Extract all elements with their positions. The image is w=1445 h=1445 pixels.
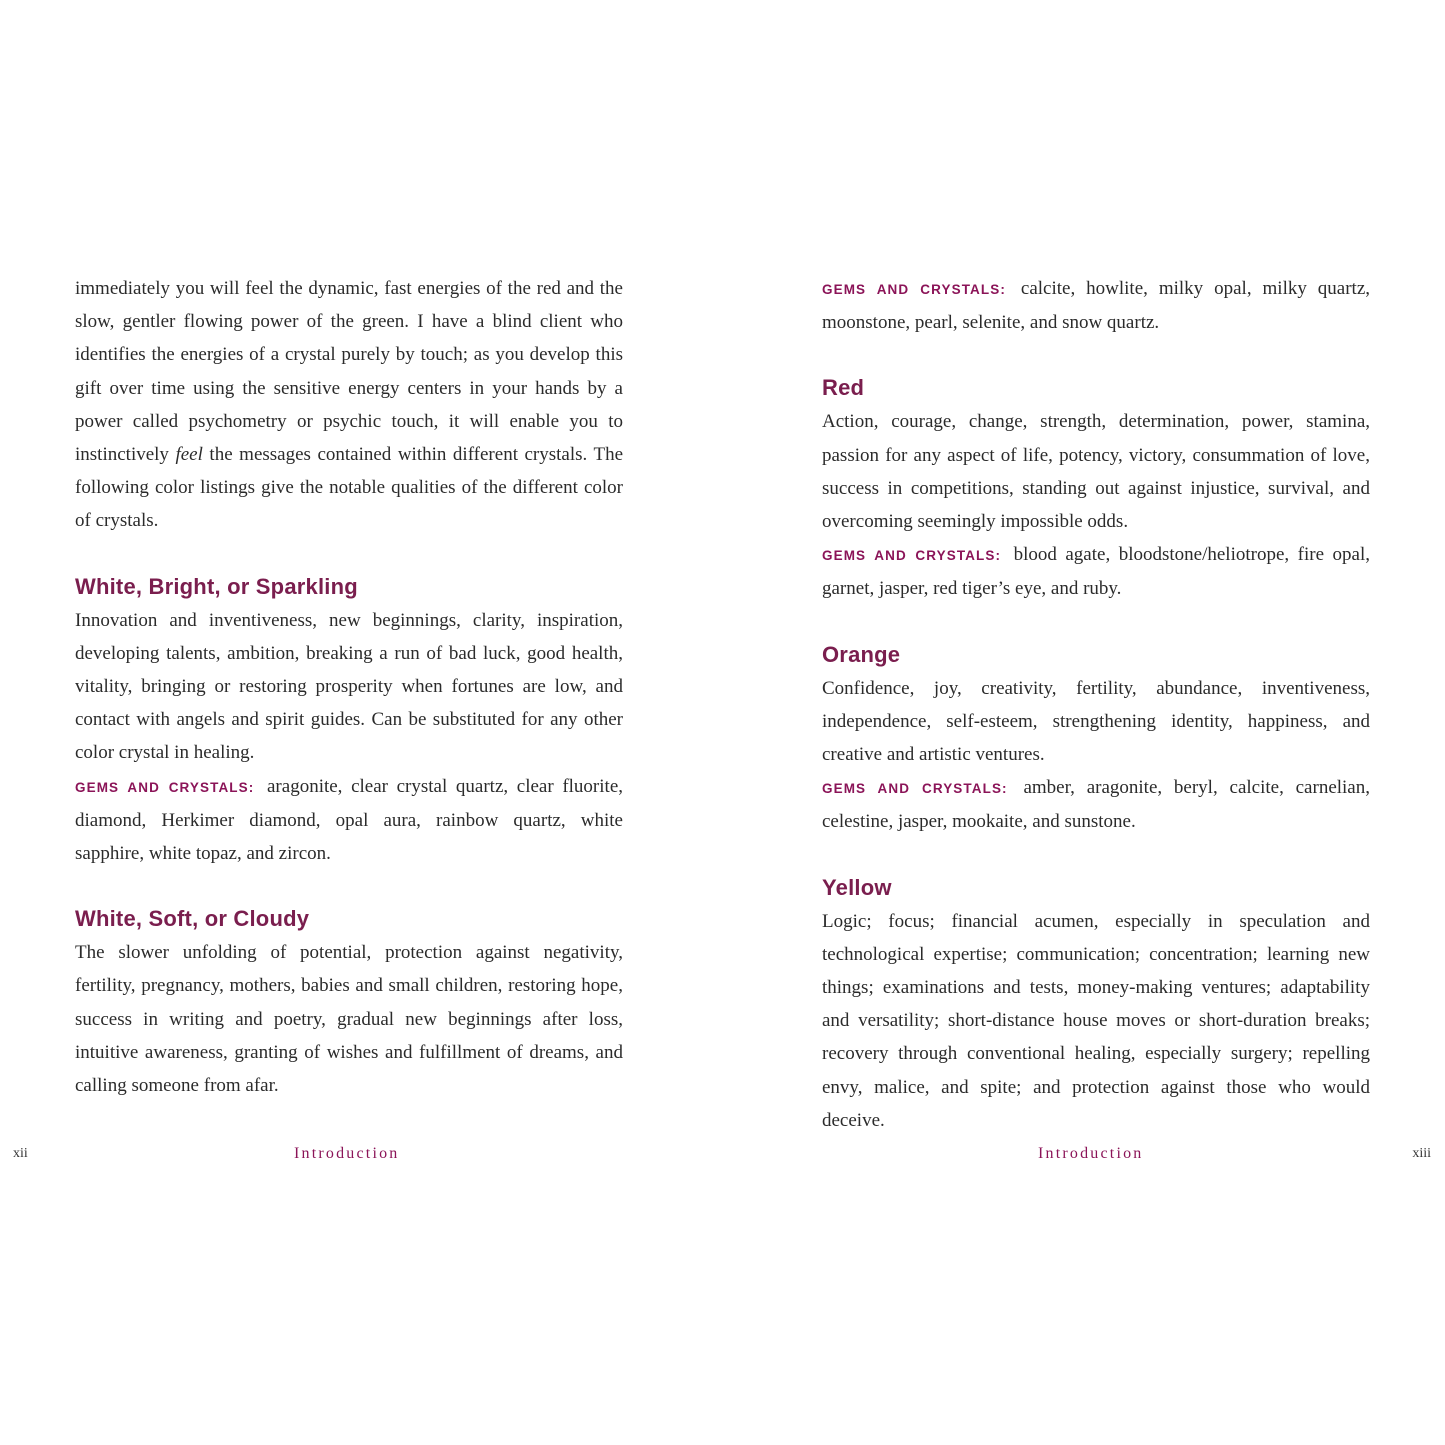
gems-list-red (822, 538, 1370, 605)
gems-list-white-bright (75, 770, 623, 871)
gems-text: blood agate, bloodstone/heliotrope, fire opal, garnet, jasper, red tiger’s eye, and ruby. (822, 544, 1370, 600)
section-heading-white-soft: White, Soft, or Cloudy (75, 906, 310, 932)
section-heading-white-bright: White, Bright, or Sparkling (75, 573, 358, 599)
section-body-orange: Confidence, joy, creativity, fertility, abundance, inventiveness, independence, self-esteem, strengthening identity, happiness, and creative and artistic ventures. (822, 677, 1370, 766)
gems-label: GEMS AND CRYSTALS: (75, 779, 255, 795)
gems-label: GEMS AND CRYSTALS: (822, 548, 1002, 564)
running-head-right: Introduction (1038, 1145, 1144, 1162)
section-body-red: Action, courage, change, strength, determination, power, stamina, passion for any aspect of life, potency, victory, consummation of love, success in competitions, standing out against injustice, survival, and overcoming seemingly impossible odds. (822, 411, 1370, 533)
gems-list-orange (822, 771, 1370, 838)
gems-text: calcite, howlite, milky opal, milky quartz, moonstone, pearl, selenite, and snow quartz. (822, 278, 1371, 334)
section-heading-yellow: Yellow (822, 874, 892, 900)
intro-text: immediately you will feel the dynamic, fast energies of the red and the slow, gentler flowing power of the green. I have a blind client who identifies the energies of a crystal purely by touch; as you develop this gift over time using the sensitive energy centers in your hands by a power called psychometry or psychic touch, it will enable you to instinctively (75, 278, 623, 466)
page-number-right: xiii (1412, 1146, 1431, 1161)
gems-text: amber, aragonite, beryl, calcite, carnelian, celestine, jasper, mookaite, and sunstone. (822, 777, 1370, 833)
section-body-white-bright: Innovation and inventiveness, new beginnings, clarity, inspiration, developing talents, ambition, breaking a run of bad luck, good health, vitality, bringing or restoring prosperity when fortunes are low, and contact with angels and spirit guides. Can be substituted for any other color crystal in healing. (75, 609, 623, 764)
gems-label: GEMS AND CRYSTALS: (822, 282, 1006, 297)
section-heading-orange: Orange (822, 641, 901, 667)
gems-label: GEMS AND CRYSTALS: (822, 781, 1008, 797)
gems-text: aragonite, clear crystal quartz, clear fluorite, diamond, Herkimer diamond, opal aura, rainbow quartz, white sapphire, white topaz, and zircon. (75, 775, 623, 865)
intro-italic-word: feel (175, 444, 203, 466)
running-head-left: Introduction (294, 1145, 400, 1162)
intro-text-continued: the messages contained within different crystals. The following color listings give the notable qualities of the different color of crystals. (75, 444, 624, 532)
section-body-yellow: Logic; focus; financial acumen, especially in speculation and technological expertise; communication; concentration; learning new things; examinations and tests, money-making ventures; adaptability and versatility; short-distance house moves or short-duration breaks; recovery through conventional healing, especially surgery; repelling envy, malice, and spite; and protection against those who would deceive. (822, 910, 1370, 1131)
right-page (822, 272, 1370, 1137)
page-number-left: xii (13, 1146, 28, 1161)
left-page (75, 272, 623, 1102)
section-body-white-soft: The slower unfolding of potential, protection against negativity, fertility, pregnancy, mothers, babies and small children, restoring hope, success in writing and poetry, gradual new beginnings after loss, intuitive awareness, granting of wishes and fulfillment of dreams, and calling someone from afar. (75, 942, 623, 1097)
section-heading-red: Red (822, 375, 865, 401)
intro-paragraph (75, 272, 623, 538)
gems-list-white-soft (822, 272, 1370, 339)
